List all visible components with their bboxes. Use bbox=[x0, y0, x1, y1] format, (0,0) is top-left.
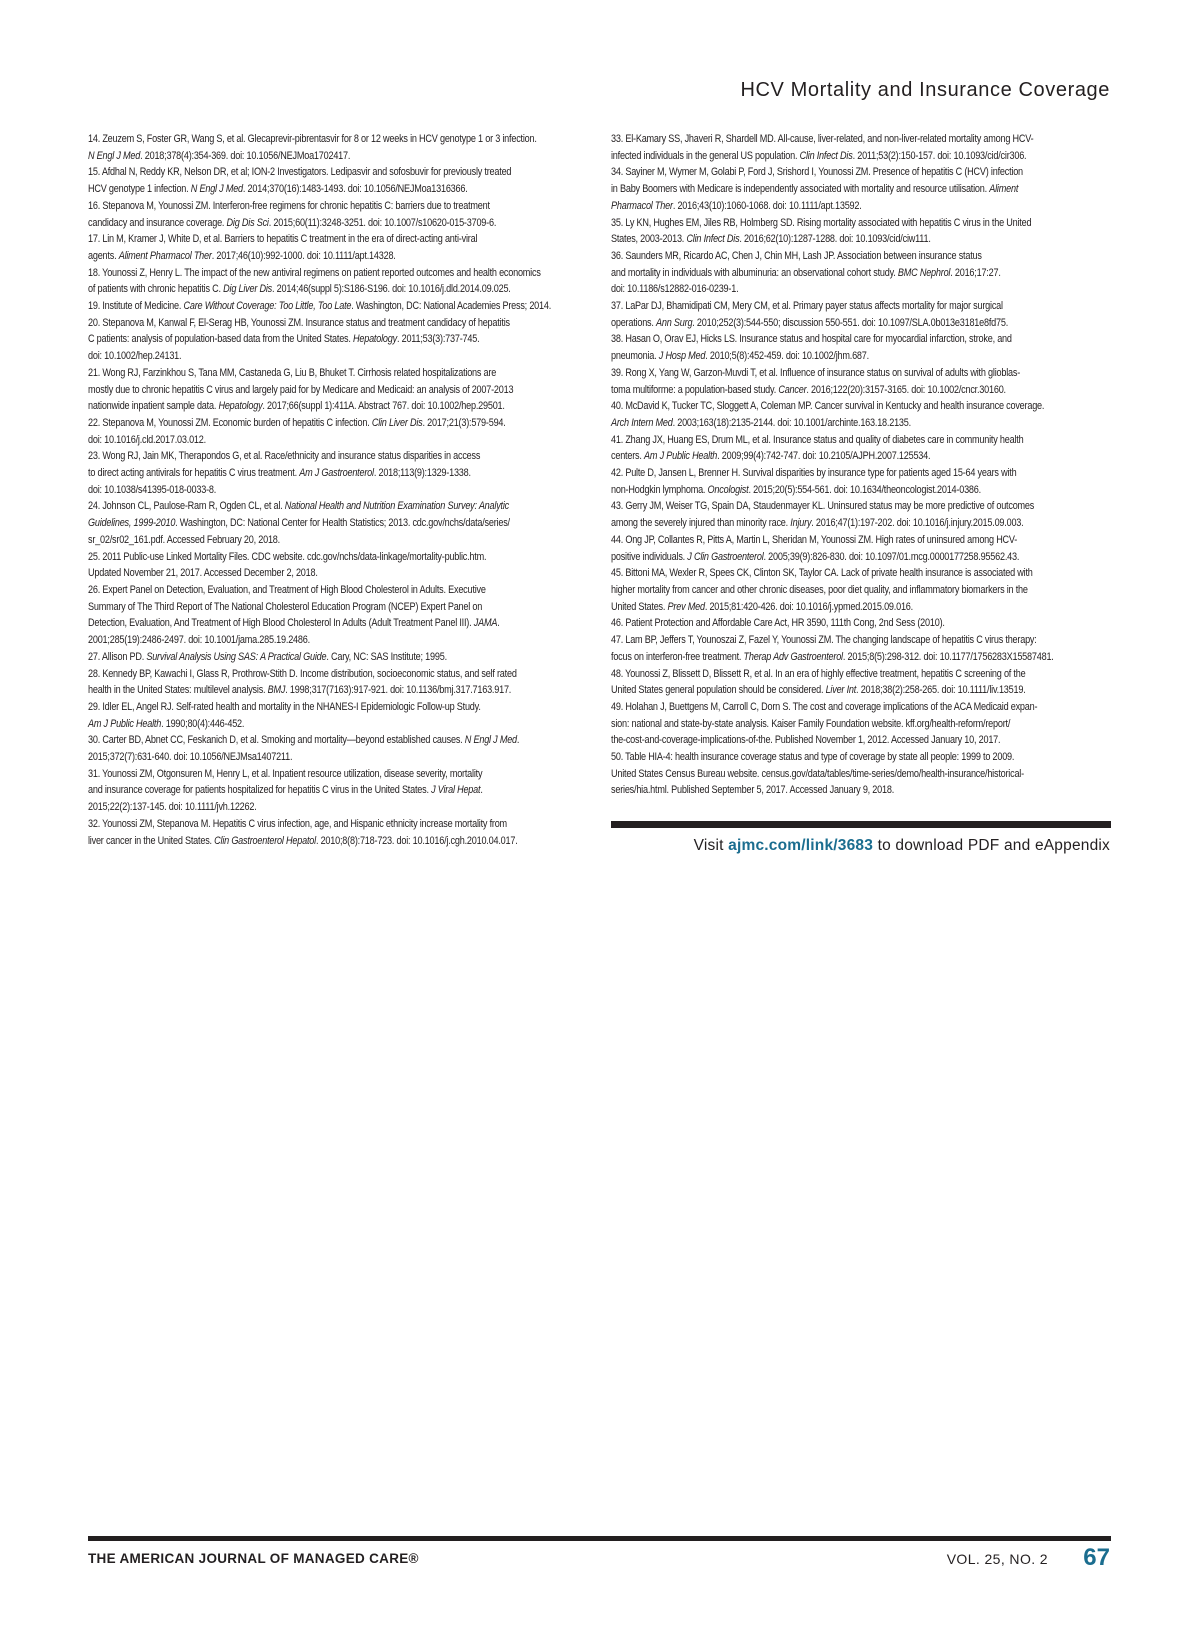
reference-text: . Washington, DC: National Academies Press; 2014. bbox=[351, 300, 552, 313]
reference-source: N Engl J Med bbox=[190, 183, 243, 196]
reference-text: . 2018;378(4):354-369. doi: 10.1056/NEJMoa1702417. bbox=[140, 149, 351, 162]
reference-text: doi: 10.1016/j.cld.2017.03.012. bbox=[88, 433, 206, 446]
reference-line bbox=[611, 181, 1110, 198]
reference-line bbox=[88, 666, 585, 683]
reference-text: 28. Kennedy BP, Kawachi I, Glass R, Prothrow-Stith D. Income distribution, socioeconomic status, and self rated bbox=[88, 667, 517, 680]
reference-text: . bbox=[516, 734, 520, 747]
reference-line bbox=[611, 215, 1110, 232]
reference-line bbox=[611, 398, 1110, 415]
reference-item bbox=[88, 816, 585, 849]
reference-text: . 1990;80(4):446-452. bbox=[161, 717, 245, 730]
reference-text: liver cancer in the United States. bbox=[88, 834, 215, 847]
reference-item bbox=[88, 131, 585, 164]
page-number: 67 bbox=[1083, 1544, 1110, 1571]
reference-text: mostly due to chronic hepatitis C virus and largely paid for by Medicare and Medicaid: an analysis of 2007-2013 bbox=[88, 383, 514, 396]
reference-text: 46. Patient Protection and Affordable Care Act, HR 3590, 111th Cong, 2nd Sess (2010). bbox=[611, 617, 945, 630]
reference-text: 47. Lam BP, Jeffers T, Younoszai Z, Fazel Y, Younossi ZM. The changing landscape of hepatitis C virus therapy: bbox=[611, 634, 1037, 647]
reference-text: non-Hodgkin lymphoma. bbox=[611, 483, 708, 496]
reference-text: 31. Younossi ZM, Otgonsuren M, Henry L, et al. Inpatient resource utilization, disease severity, mortality bbox=[88, 767, 483, 780]
reference-item bbox=[611, 131, 1110, 164]
reference-item bbox=[611, 699, 1110, 749]
reference-line bbox=[611, 415, 1110, 432]
reference-source: Am J Public Health bbox=[644, 450, 718, 463]
reference-text: doi: 10.1038/s41395-018-0033-8. bbox=[88, 483, 217, 496]
reference-text: . 2015;20(5):554-561. doi: 10.1634/theoncologist.2014-0386. bbox=[748, 483, 981, 496]
reference-line bbox=[88, 615, 585, 632]
footer-rule bbox=[88, 1536, 1111, 1541]
reference-text: . 2017;21(3):579-594. bbox=[422, 416, 506, 429]
reference-text: 45. Bittoni MA, Wexler R, Spees CK, Clinton SK, Taylor CA. Lack of private health insurance is associated with bbox=[611, 567, 1033, 580]
reference-source: National Health and Nutrition Examination Survey: Analytic bbox=[284, 500, 509, 513]
reference-text: . 2014;370(16):1483-1493. doi: 10.1056/NEJMoa1316366. bbox=[242, 183, 468, 196]
reference-source: J Hosp Med bbox=[658, 350, 706, 363]
reference-source: J Viral Hepat bbox=[431, 784, 481, 797]
reference-text: 39. Rong X, Yang W, Garzon-Muvdi T, et al. Influence of insurance status on survival of adults with glioblas- bbox=[611, 366, 1021, 379]
reference-text: 25. 2011 Public-use Linked Mortality Files. CDC website. cdc.gov/nchs/data-linkage/mortality-public.htm. bbox=[88, 550, 487, 563]
reference-item bbox=[88, 231, 585, 264]
reference-item bbox=[88, 549, 585, 582]
reference-line bbox=[611, 448, 1110, 465]
reference-line bbox=[88, 398, 585, 415]
reference-text: . 2016;17:27. bbox=[950, 266, 1001, 279]
reference-source: Prev Med bbox=[667, 600, 705, 613]
reference-line bbox=[611, 532, 1110, 549]
reference-line bbox=[88, 749, 585, 766]
reference-item bbox=[88, 415, 585, 448]
reference-item bbox=[88, 582, 585, 649]
reference-source: J Clin Gastroenterol bbox=[687, 550, 764, 563]
reference-line bbox=[611, 565, 1110, 582]
reference-line bbox=[88, 181, 585, 198]
reference-line bbox=[88, 331, 585, 348]
reference-text: 16. Stepanova M, Younossi ZM. Interferon-free regimens for chronic hepatitis C: barriers due to treatment bbox=[88, 199, 490, 212]
reference-text: 35. Ly KN, Hughes EM, Jiles RB, Holmberg SD. Rising mortality associated with hepatitis C virus in the United bbox=[611, 216, 1032, 229]
reference-line bbox=[611, 782, 1110, 799]
reference-line bbox=[88, 816, 585, 833]
reference-line bbox=[611, 582, 1110, 599]
reference-text: . 2017;46(10):992-1000. doi: 10.1111/apt.14328. bbox=[211, 249, 396, 262]
reference-line bbox=[88, 766, 585, 783]
reference-text: to direct acting antivirals for hepatitis C virus treatment. bbox=[88, 467, 300, 480]
reference-text: among the severely injured than minority race. bbox=[611, 517, 791, 530]
reference-text: . 2016;62(10):1287-1288. doi: 10.1093/cid/ciw111. bbox=[739, 233, 931, 246]
reference-line bbox=[88, 465, 585, 482]
reference-line bbox=[88, 782, 585, 799]
reference-text: 19. Institute of Medicine. bbox=[88, 300, 184, 313]
journal-name: THE AMERICAN JOURNAL OF MANAGED CARE® bbox=[88, 1551, 419, 1566]
reference-line bbox=[88, 198, 585, 215]
reference-text: . bbox=[497, 617, 500, 630]
reference-line bbox=[88, 348, 585, 365]
reference-text: C patients: analysis of population-based data from the United States. bbox=[88, 333, 354, 346]
reference-text: . Cary, NC: SAS Institute; 1995. bbox=[326, 650, 447, 663]
reference-text: 17. Lin M, Kramer J, White D, et al. Barriers to hepatitis C treatment in the era of direct-acting anti-viral bbox=[88, 233, 478, 246]
reference-text: 14. Zeuzem S, Foster GR, Wang S, et al. Glecaprevir-pibrentasvir for 8 or 12 weeks in HCV genotype 1 or 3 infection. bbox=[88, 133, 537, 145]
reference-text: and mortality in individuals with albuminuria: an observational cohort study. bbox=[611, 266, 898, 279]
reference-item bbox=[611, 398, 1110, 431]
reference-source: Ann Surg bbox=[656, 316, 693, 329]
reference-line bbox=[611, 649, 1110, 666]
reference-item bbox=[88, 198, 585, 231]
reference-line bbox=[611, 766, 1110, 783]
reference-line bbox=[88, 549, 585, 566]
reference-text: . 2015;81:420-426. doi: 10.1016/j.ypmed.2015.09.016. bbox=[704, 600, 913, 613]
reference-item bbox=[611, 749, 1110, 799]
reference-text: 33. El-Kamary SS, Jhaveri R, Shardell MD. All-cause, liver-related, and non-liver-related mortality among HCV- bbox=[611, 133, 1034, 145]
reference-text: 36. Saunders MR, Ricardo AC, Chen J, Chin MH, Lash JP. Association between insurance status bbox=[611, 249, 982, 262]
reference-line bbox=[88, 164, 585, 181]
reference-text: 44. Ong JP, Collantes R, Pitts A, Martin L, Sheridan M, Younossi ZM. High rates of uninsured among HCV- bbox=[611, 533, 1018, 546]
reference-text: Updated November 21, 2017. Accessed December 2, 2018. bbox=[88, 567, 318, 580]
reference-line bbox=[611, 365, 1110, 382]
reference-text: 23. Wong RJ, Jain MK, Therapondos G, et al. Race/ethnicity and insurance status disparities in access bbox=[88, 450, 481, 463]
reference-line bbox=[611, 699, 1110, 716]
reference-line bbox=[611, 482, 1110, 499]
reference-text: doi: 10.1002/hep.24131. bbox=[88, 350, 182, 363]
reference-source: Guidelines, 1999-2010 bbox=[88, 517, 176, 530]
reference-text: health in the United States: multilevel analysis. bbox=[88, 684, 268, 697]
reference-item bbox=[88, 315, 585, 365]
reference-line bbox=[611, 498, 1110, 515]
reference-item bbox=[611, 465, 1110, 498]
reference-text: States, 2003-2013. bbox=[611, 233, 687, 246]
reference-line bbox=[611, 131, 1110, 148]
reference-text: . 2010;5(8):452-459. doi: 10.1002/jhm.687. bbox=[705, 350, 869, 363]
reference-source: Cancer bbox=[778, 383, 807, 396]
reference-text: 21. Wong RJ, Farzinkhou S, Tana MM, Castaneda G, Liu B, Bhuket T. Cirrhosis related hospitalizations are bbox=[88, 366, 497, 379]
reference-source: BMC Nephrol bbox=[897, 266, 951, 279]
reference-text: series/hia.html. Published September 5, 2017. Accessed January 9, 2018. bbox=[611, 784, 895, 797]
reference-text: 22. Stepanova M, Younossi ZM. Economic burden of hepatitis C infection. bbox=[88, 416, 372, 429]
reference-item bbox=[88, 365, 585, 415]
reference-line bbox=[611, 382, 1110, 399]
reference-text: 26. Expert Panel on Detection, Evaluation, and Treatment of High Blood Cholesterol in Adults. Executive bbox=[88, 583, 486, 596]
reference-text: 43. Gerry JM, Weiser TG, Spain DA, Staudenmayer KL. Uninsured status may be more predictive of outcomes bbox=[611, 500, 1035, 513]
reference-text: . 2003;163(18):2135-2144. doi: 10.1001/archinte.163.18.2135. bbox=[672, 416, 911, 429]
reference-line bbox=[88, 231, 585, 248]
reference-text: . 2016;122(20):3157-3165. doi: 10.1002/cncr.30160. bbox=[806, 383, 1006, 396]
volume-issue: VOL. 25, NO. 2 bbox=[946, 1551, 1048, 1567]
reference-source: Clin Liver Dis bbox=[371, 416, 423, 429]
reference-text: . 2018;38(2):258-265. doi: 10.1111/liv.13519. bbox=[856, 684, 1026, 697]
reference-line bbox=[611, 248, 1110, 265]
download-note bbox=[694, 837, 1110, 855]
reference-source: Liver Int bbox=[825, 684, 857, 697]
reference-source: Care Without Coverage: Too Little, Too Late bbox=[183, 300, 352, 313]
references-left-column bbox=[88, 131, 586, 849]
reference-source: Clin Infect Dis bbox=[686, 233, 740, 246]
reference-text: focus on interferon-free treatment. bbox=[611, 650, 744, 663]
reference-text: 41. Zhang JX, Huang ES, Drum ML, et al. Insurance status and quality of diabetes care in community health bbox=[611, 433, 1024, 446]
reference-text: Summary of The Third Report of The National Cholesterol Education Program (NCEP) Expert Panel on bbox=[88, 600, 483, 613]
reference-item bbox=[88, 732, 585, 765]
reference-item bbox=[611, 298, 1110, 331]
reference-text: . 2015;8(5):298-312. doi: 10.1177/1756283X15587481. bbox=[842, 650, 1054, 663]
reference-text: . 2010;252(3):544-550; discussion 550-551. doi: 10.1097/SLA.0b013e3181e8fd75. bbox=[692, 316, 1009, 329]
reference-line bbox=[611, 348, 1110, 365]
reference-line bbox=[611, 632, 1110, 649]
reference-line bbox=[88, 415, 585, 432]
reference-text: 48. Younossi Z, Blissett D, Blissett R, et al. In an era of highly effective treatment, hepatitis C screening of the bbox=[611, 667, 1026, 680]
reference-line bbox=[611, 549, 1110, 566]
reference-text: . 2010;8(8):718-723. doi: 10.1016/j.cgh.2010.04.017. bbox=[315, 834, 518, 847]
reference-line bbox=[88, 833, 585, 850]
reference-line bbox=[88, 498, 585, 515]
reference-line bbox=[88, 582, 585, 599]
reference-text: . 2011;53(2):150-157. doi: 10.1093/cid/cir306. bbox=[852, 149, 1027, 162]
reference-line bbox=[88, 716, 585, 733]
reference-line bbox=[88, 382, 585, 399]
reference-text: 27. Allison PD. bbox=[88, 650, 147, 663]
reference-text: the-cost-and-coverage-implications-of-the. Published November 1, 2012. Accessed January 10, 2017. bbox=[611, 734, 1001, 747]
reference-item bbox=[611, 248, 1110, 298]
reference-source: Injury bbox=[790, 517, 812, 530]
reference-text: infected individuals in the general US population. bbox=[611, 149, 800, 162]
reference-text: 38. Hasan O, Orav EJ, Hicks LS. Insurance status and hospital care for myocardial infarction, stroke, and bbox=[611, 333, 1012, 346]
reference-source: Oncologist bbox=[707, 483, 749, 496]
reference-line bbox=[611, 732, 1110, 749]
reference-text: 20. Stepanova M, Kanwal F, El-Serag HB, Younossi ZM. Insurance status and treatment candidacy of hepatitis bbox=[88, 316, 510, 329]
reference-text: 50. Table HIA-4: health insurance coverage status and type of coverage by state all people: 1999 to 2009. bbox=[611, 751, 1015, 764]
reference-source: JAMA bbox=[473, 617, 498, 630]
reference-item bbox=[88, 164, 585, 197]
reference-text: sion: national and state-by-state analysis. Kaiser Family Foundation website. kff.org/health-reform/report/ bbox=[611, 717, 1011, 730]
reference-text: . 2014;46(suppl 5):S186-S196. doi: 10.1016/j.dld.2014.09.025. bbox=[271, 283, 511, 296]
reference-line bbox=[88, 265, 585, 282]
divider-rule bbox=[611, 821, 1111, 828]
reference-item bbox=[88, 298, 585, 315]
reference-line bbox=[88, 649, 585, 666]
reference-line bbox=[88, 365, 585, 382]
reference-line bbox=[611, 164, 1110, 181]
reference-text: 30. Carter BD, Abnet CC, Feskanich D, et al. Smoking and mortality—beyond established causes. bbox=[88, 734, 465, 747]
reference-text: . 1998;317(7163):917-921. doi: 10.1136/bmj.317.7163.917. bbox=[285, 684, 512, 697]
reference-item bbox=[611, 432, 1110, 465]
reference-source: Survival Analysis Using SAS: A Practical Guide bbox=[146, 650, 327, 663]
reference-source: Aliment Pharmacol Ther bbox=[118, 249, 212, 262]
reference-text: . bbox=[480, 784, 483, 797]
reference-line bbox=[88, 699, 585, 716]
reference-text: 34. Sayiner M, Wymer M, Golabi P, Ford J, Srishord I, Younossi ZM. Presence of hepatitis C (HCV) infection bbox=[611, 166, 1023, 179]
reference-text: operations. bbox=[611, 316, 657, 329]
reference-text: . 2016;47(1):197-202. doi: 10.1016/j.injury.2015.09.003. bbox=[811, 517, 1024, 530]
reference-source: Dig Liver Dis bbox=[223, 283, 272, 296]
reference-text: . 2009;99(4):742-747. doi: 10.2105/AJPH.2007.125534. bbox=[717, 450, 931, 463]
reference-line bbox=[88, 131, 585, 148]
reference-item bbox=[88, 666, 585, 699]
reference-line bbox=[611, 432, 1110, 449]
reference-source: Clin Gastroenterol Hepatol bbox=[214, 834, 316, 847]
reference-item bbox=[88, 448, 585, 498]
reference-line bbox=[611, 148, 1110, 165]
reference-text: . 2015;60(11):3248-3251. doi: 10.1007/s10620-015-3709-6. bbox=[268, 216, 497, 229]
reference-line bbox=[611, 615, 1110, 632]
reference-text: pneumonia. bbox=[611, 350, 659, 363]
reference-text: . Washington, DC: National Center for Health Statistics; 2013. cdc.gov/nchs/data/series/ bbox=[175, 517, 510, 530]
reference-text: 29. Idler EL, Angel RJ. Self-rated health and mortality in the NHANES-I Epidemiologic Follow-up Study. bbox=[88, 700, 481, 713]
reference-text: Detection, Evaluation, And Treatment of High Blood Cholesterol In Adults (Adult Treatment Panel III). bbox=[88, 617, 474, 630]
reference-item bbox=[88, 649, 585, 666]
reference-line bbox=[611, 716, 1110, 733]
reference-source: Pharmacol Ther bbox=[611, 199, 673, 212]
reference-source: Dig Dis Sci bbox=[226, 216, 269, 229]
reference-line bbox=[611, 315, 1110, 332]
reference-text: 32. Younossi ZM, Stepanova M. Hepatitis C virus infection, age, and Hispanic ethnicity increase mortality from bbox=[88, 817, 507, 830]
reference-text: . 2005;39(9):826-830. doi: 10.1097/01.mcg.0000177258.95562.43. bbox=[763, 550, 1020, 563]
reference-item bbox=[611, 666, 1110, 699]
reference-text: in Baby Boomers with Medicare is independently associated with mortality and resource utilisation. bbox=[611, 183, 990, 196]
reference-text: . 2018;113(9):1329-1338. bbox=[373, 467, 471, 480]
reference-line bbox=[611, 749, 1110, 766]
reference-text: 2015;22(2):137-145. doi: 10.1111/jvh.12262. bbox=[88, 801, 257, 814]
reference-text: 2001;285(19):2486-2497. doi: 10.1001/jama.285.19.2486. bbox=[88, 634, 310, 647]
reference-line bbox=[88, 515, 585, 532]
reference-item bbox=[611, 215, 1110, 248]
reference-source: Therap Adv Gastroenterol bbox=[743, 650, 843, 663]
reference-source: BMJ bbox=[267, 684, 286, 697]
reference-item bbox=[611, 498, 1110, 531]
reference-line bbox=[88, 432, 585, 449]
reference-line bbox=[88, 215, 585, 232]
reference-text: sr_02/sr02_161.pdf. Accessed February 20, 2018. bbox=[88, 533, 280, 546]
reference-text: and insurance coverage for patients hospitalized for hepatitis C virus in the United States. bbox=[88, 784, 432, 797]
download-link[interactable]: ajmc.com/link/3683 bbox=[728, 837, 874, 854]
reference-line bbox=[611, 265, 1110, 282]
reference-item bbox=[88, 766, 585, 816]
reference-text: 15. Afdhal N, Reddy KR, Nelson DR, et al; ION-2 Investigators. Ledipasvir and sofosbuvir for previously treated bbox=[88, 166, 512, 179]
download-note-prefix: Visit bbox=[693, 837, 729, 854]
reference-text: 2015;372(7):631-640. doi: 10.1056/NEJMsa1407211. bbox=[88, 751, 293, 764]
reference-text: . 2017;66(suppl 1):411A. Abstract 767. doi: 10.1002/hep.29501. bbox=[262, 400, 505, 413]
reference-line bbox=[88, 632, 585, 649]
reference-text: higher mortality from cancer and other chronic diseases, poor diet quality, and inflammatory biomarkers in the bbox=[611, 583, 1028, 596]
reference-line bbox=[88, 532, 585, 549]
reference-text: 49. Holahan J, Buettgens M, Carroll C, Dorn S. The cost and coverage implications of the ACA Medicaid expan- bbox=[611, 700, 1038, 713]
reference-text: agents. bbox=[88, 249, 119, 262]
reference-line bbox=[611, 465, 1110, 482]
reference-text: United States general population should be considered. bbox=[611, 684, 826, 697]
reference-text: positive individuals. bbox=[611, 550, 688, 563]
reference-line bbox=[88, 682, 585, 699]
reference-text: 24. Johnson CL, Paulose-Ram R, Ogden CL, et al. bbox=[88, 500, 285, 513]
reference-text: 18. Younossi Z, Henry L. The impact of the new antiviral regimens on patient reported outcomes and health economics bbox=[88, 266, 541, 279]
references-right-column bbox=[611, 131, 1111, 799]
reference-source: Arch Intern Med bbox=[611, 416, 673, 429]
reference-item bbox=[88, 699, 585, 732]
reference-item bbox=[611, 331, 1110, 364]
reference-item bbox=[611, 615, 1110, 632]
reference-text: HCV genotype 1 infection. bbox=[88, 183, 191, 196]
reference-line bbox=[611, 298, 1110, 315]
reference-item bbox=[88, 265, 585, 298]
reference-text: toma multiforme: a population-based study. bbox=[611, 383, 779, 396]
reference-text: 40. McDavid K, Tucker TC, Sloggett A, Coleman MP. Cancer survival in Kentucky and health insurance coverage. bbox=[611, 400, 1045, 413]
reference-source: N Engl J Med bbox=[88, 149, 141, 162]
reference-line bbox=[88, 448, 585, 465]
reference-line bbox=[88, 565, 585, 582]
reference-line bbox=[88, 315, 585, 332]
download-note-suffix: to download PDF and eAppendix bbox=[873, 837, 1110, 854]
reference-text: United States Census Bureau website. census.gov/data/tables/time-series/demo/health-insurance/historical- bbox=[611, 767, 1024, 780]
reference-line bbox=[88, 799, 585, 816]
reference-source: Hepatology bbox=[218, 400, 263, 413]
reference-text: United States. bbox=[611, 600, 668, 613]
reference-item bbox=[611, 532, 1110, 565]
reference-source: N Engl J Med bbox=[464, 734, 517, 747]
reference-source: Am J Gastroenterol bbox=[299, 467, 374, 480]
reference-text: candidacy and insurance coverage. bbox=[88, 216, 227, 229]
reference-line bbox=[88, 281, 585, 298]
reference-line bbox=[611, 682, 1110, 699]
reference-item bbox=[88, 498, 585, 548]
reference-line bbox=[611, 599, 1110, 616]
reference-line bbox=[611, 198, 1110, 215]
reference-text: 42. Pulte D, Jansen L, Brenner H. Survival disparities by insurance type for patients aged 15-64 years with bbox=[611, 467, 1017, 480]
reference-text: . 2011;53(3):737-745. bbox=[396, 333, 480, 346]
reference-source: Am J Public Health bbox=[88, 717, 162, 730]
reference-source: Aliment bbox=[989, 183, 1019, 196]
reference-line bbox=[88, 599, 585, 616]
reference-line bbox=[88, 482, 585, 499]
reference-line bbox=[88, 248, 585, 265]
reference-text: 37. LaPar DJ, Bhamidipati CM, Mery CM, et al. Primary payer status affects mortality for major surgical bbox=[611, 300, 1003, 313]
reference-text: centers. bbox=[611, 450, 645, 463]
reference-text: of patients with chronic hepatitis C. bbox=[88, 283, 224, 296]
reference-text: doi: 10.1186/s12882-016-0239-1. bbox=[611, 283, 739, 296]
reference-text: nationwide inpatient sample data. bbox=[88, 400, 219, 413]
reference-line bbox=[611, 666, 1110, 683]
reference-line bbox=[88, 148, 585, 165]
reference-item bbox=[611, 365, 1110, 398]
reference-item bbox=[611, 164, 1110, 214]
reference-line bbox=[611, 515, 1110, 532]
reference-line bbox=[611, 231, 1110, 248]
reference-source: Clin Infect Dis bbox=[799, 149, 853, 162]
reference-line bbox=[611, 331, 1110, 348]
reference-line bbox=[88, 298, 585, 315]
running-header-title: HCV Mortality and Insurance Coverage bbox=[740, 79, 1110, 101]
reference-item bbox=[611, 565, 1110, 615]
reference-text: . 2016;43(10):1060-1068. doi: 10.1111/apt.13592. bbox=[672, 199, 862, 212]
reference-line bbox=[88, 732, 585, 749]
reference-source: Hepatology bbox=[353, 333, 397, 346]
reference-item bbox=[611, 632, 1110, 665]
reference-line bbox=[611, 281, 1110, 298]
